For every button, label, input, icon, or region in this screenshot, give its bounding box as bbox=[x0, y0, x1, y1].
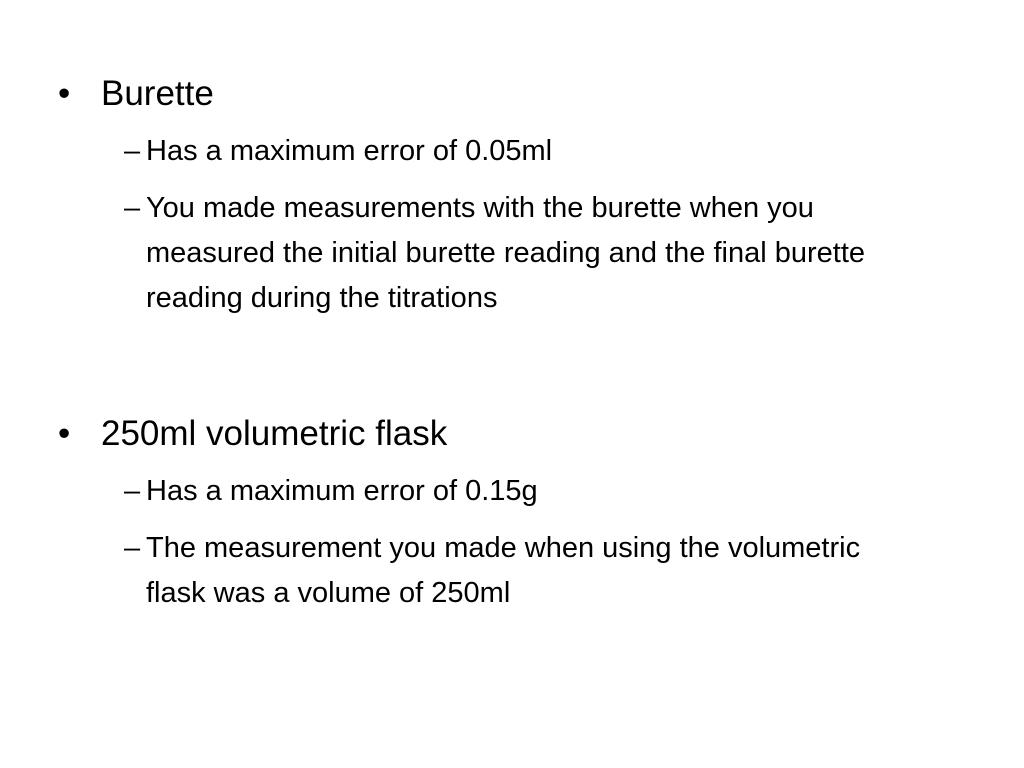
heading-text: Burette bbox=[101, 74, 214, 113]
subpoint-flask-error bbox=[58, 469, 926, 514]
subpoint-burette-measurements bbox=[58, 186, 926, 321]
subpoint-text: The measurement you made when using the volumetric flask was a volume of 250ml bbox=[146, 532, 861, 609]
heading-burette bbox=[58, 70, 958, 118]
section-volumetric-flask bbox=[58, 410, 958, 616]
subpoint-text: Has a maximum error of 0.15g bbox=[146, 475, 538, 507]
subpoint-flask-measurement bbox=[58, 526, 926, 616]
bullet-icon: • bbox=[58, 414, 71, 453]
dash-icon: – bbox=[124, 532, 141, 564]
heading-volumetric-flask bbox=[58, 410, 958, 458]
subpoint-text: Has a maximum error of 0.05ml bbox=[146, 135, 553, 167]
subpoint-text: You made measurements with the burette when you measured the initial burette reading and the final burette reading during the titrations bbox=[146, 192, 866, 314]
heading-text: 250ml volumetric flask bbox=[101, 414, 448, 453]
section-burette bbox=[58, 70, 958, 321]
bullet-icon: • bbox=[58, 74, 71, 113]
dash-icon: – bbox=[124, 475, 141, 507]
subpoint-burette-error bbox=[58, 129, 926, 174]
dash-icon: – bbox=[124, 135, 141, 167]
dash-icon: – bbox=[124, 192, 141, 224]
